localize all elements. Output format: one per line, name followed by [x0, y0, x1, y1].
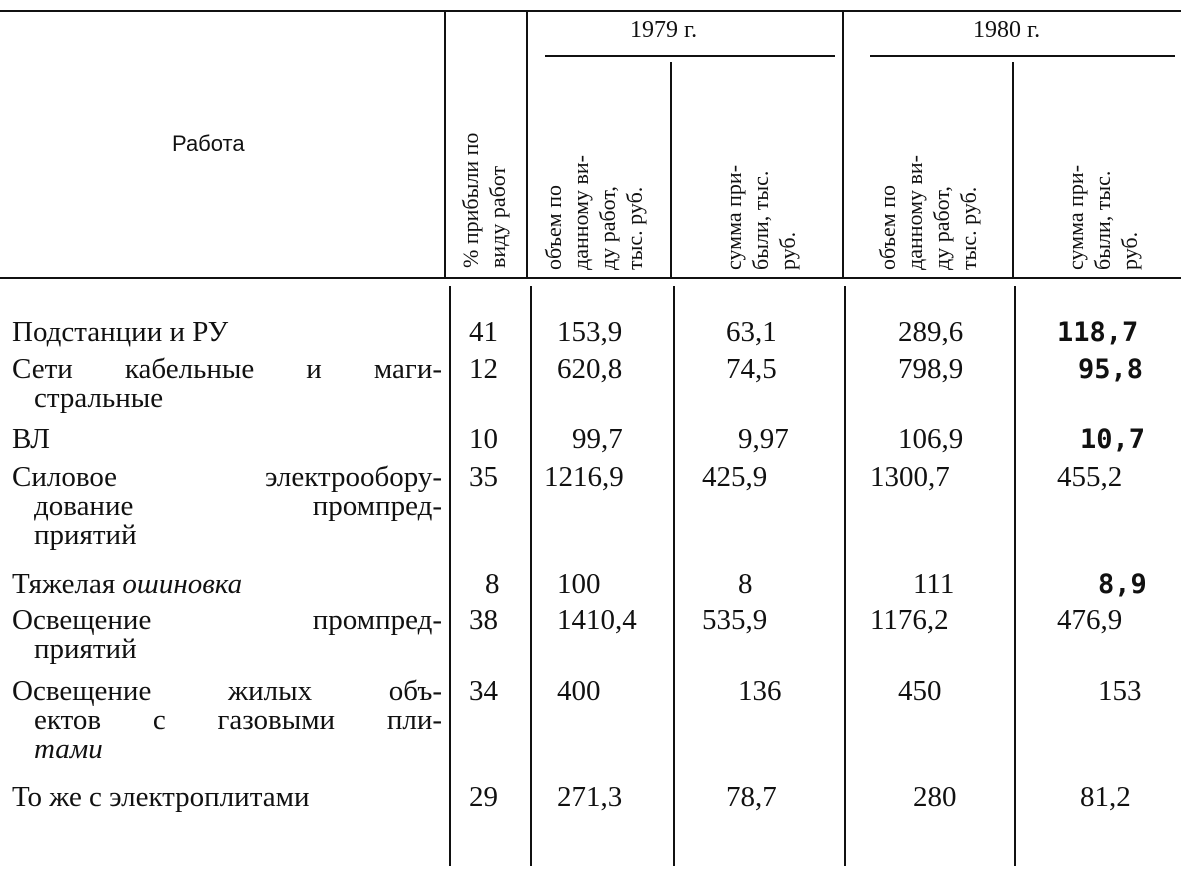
row-5-name: Тяжелая ошиновка	[12, 568, 243, 600]
row-name-2: Сети кабельные и маги- стральные	[12, 353, 442, 414]
col-rule-4-header	[842, 10, 844, 278]
row-2-p79: 74,5	[726, 353, 777, 385]
col-rule-5-header	[1012, 62, 1014, 278]
row-8-pct: 29	[469, 781, 498, 813]
row-4-p79: 425,9	[702, 461, 768, 493]
row-name-3: ВЛ	[12, 423, 50, 455]
row-3-p80: 10,7	[1080, 424, 1146, 455]
row-3-pct: 10	[469, 423, 498, 455]
year-1979-rule	[545, 55, 835, 57]
col-rule-3-header	[670, 62, 672, 278]
col-rule-5-body	[1014, 286, 1016, 866]
top-rule	[0, 10, 1181, 12]
row-name-5	[12, 570, 442, 599]
header-year-1979: 1979 г.	[630, 17, 698, 43]
row-4-v79: 1216,9	[544, 461, 624, 493]
row-6-p80: 476,9	[1057, 604, 1123, 636]
header-profit-1980: сумма при- были, тыс. руб.	[1063, 164, 1142, 270]
header-volume-1979: объем по данному ви- ду работ, тыс. руб.	[541, 155, 647, 270]
row-8-p80: 81,2	[1080, 781, 1131, 813]
row-2-pct: 12	[469, 353, 498, 385]
col-rule-1-body	[449, 286, 451, 866]
row-2-p80: 95,8	[1078, 354, 1144, 385]
row-3-v80: 106,9	[898, 423, 964, 455]
row-3-v79: 99,7	[572, 423, 623, 455]
row-6-p79: 535,9	[702, 604, 768, 636]
row-name-8: То же с электроплитами	[12, 781, 310, 813]
row-8-v80: 280	[913, 781, 957, 813]
row-5-p79: 8	[738, 568, 753, 600]
year-1980-rule	[870, 55, 1175, 57]
row-4-p80: 455,2	[1057, 461, 1123, 493]
row-7-v80: 450	[898, 675, 942, 707]
row-7-p79: 136	[738, 675, 782, 707]
row-5-v79: 100	[557, 568, 601, 600]
row-1-pct: 41	[469, 316, 498, 348]
row-2-v79: 620,8	[557, 353, 623, 385]
row-1-v80: 289,6	[898, 316, 964, 348]
header-bottom-rule	[0, 277, 1181, 279]
row-4-v80: 1300,7	[870, 461, 950, 493]
row-7-pct: 34	[469, 675, 498, 707]
col-rule-4-body	[844, 286, 846, 866]
header-profit-1979: сумма при- были, тыс. руб.	[721, 164, 800, 270]
row-name-1: Подстанции и РУ	[12, 316, 229, 348]
col-rule-2-body	[530, 286, 532, 866]
row-1-p79: 63,1	[726, 316, 777, 348]
header-work: Работа	[172, 131, 245, 156]
row-name-4: Силовое электрообору- дование промпред- приятий	[12, 461, 442, 551]
row-1-p80: 118,7	[1057, 317, 1139, 348]
row-5-p80: 8,9	[1098, 569, 1147, 600]
row-2-v80: 798,9	[898, 353, 964, 385]
row-8-p79: 78,7	[726, 781, 777, 813]
col-rule-2-header	[526, 10, 528, 278]
row-5-v80: 111	[913, 568, 955, 600]
row-3-p79: 9,97	[738, 423, 789, 455]
row-7-v79: 400	[557, 675, 601, 707]
row-4-pct: 35	[469, 461, 498, 493]
header-profit-percent: % прибыли по виду работ	[458, 132, 510, 268]
col-rule-3-body	[673, 286, 675, 866]
row-8-v79: 271,3	[557, 781, 623, 813]
row-6-v79: 1410,4	[557, 604, 637, 636]
row-name-6: Освещение промпред- приятий	[12, 604, 442, 665]
row-6-pct: 38	[469, 604, 498, 636]
row-5-pct: 8	[485, 568, 500, 600]
header-year-1980: 1980 г.	[973, 17, 1041, 43]
row-7-p80: 153	[1098, 675, 1142, 707]
col-rule-1-header	[444, 10, 446, 278]
row-6-v80: 1176,2	[870, 604, 949, 636]
header-volume-1980: объем по данному ви- ду работ, тыс. руб.	[875, 155, 981, 270]
row-name-7: Освещение жилых объ- ектов с газовыми пли- тами	[12, 675, 442, 765]
row-1-v79: 153,9	[557, 316, 623, 348]
row-5-name-italic: ошиновка	[122, 568, 243, 600]
